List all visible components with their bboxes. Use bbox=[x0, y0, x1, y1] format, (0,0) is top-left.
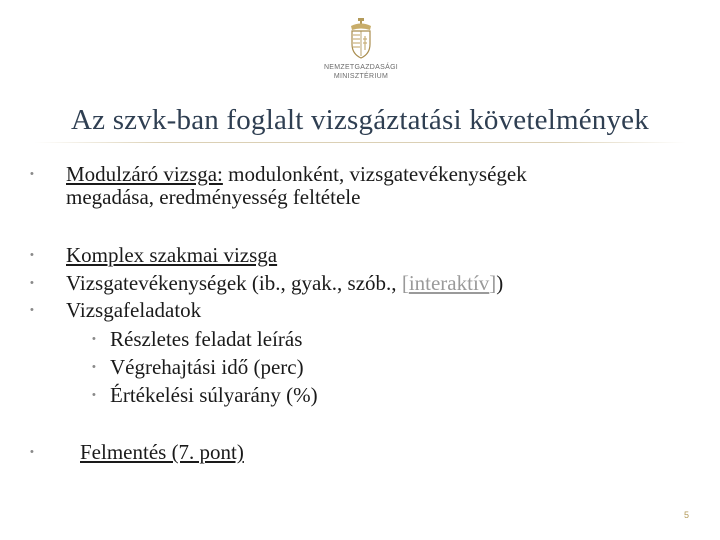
title-divider bbox=[34, 142, 686, 143]
modulzaro-text-2: megadása, eredményesség feltétele bbox=[66, 185, 361, 209]
bracket-close: ] bbox=[489, 271, 497, 295]
coat-of-arms-icon bbox=[347, 18, 375, 60]
sub-item-feladat-leiras: Részletes feladat leírás bbox=[110, 327, 303, 351]
bullet-marker: • bbox=[30, 304, 34, 316]
bullet-marker: • bbox=[30, 249, 34, 261]
vizsgatevekenysegek-line bbox=[66, 270, 503, 296]
sub-item-vegrehajtasi-ido: Végrehajtási idő (perc) bbox=[110, 355, 304, 379]
sub-bullet-marker: • bbox=[92, 333, 96, 345]
modulzaro-text-1: modulonként, vizsgatevékenységek bbox=[222, 162, 527, 186]
page-number: 5 bbox=[684, 510, 690, 520]
bullet-marker: • bbox=[30, 277, 34, 289]
slide-title: Az szvk-ban foglalt vizsgáztatási követelmények bbox=[71, 104, 649, 136]
close-paren: ) bbox=[496, 271, 504, 295]
logo-text-line2: MINISZTÉRIUM bbox=[333, 73, 389, 80]
sub-bullet-marker: • bbox=[92, 361, 96, 373]
sub-item-ertekelesi-sulyarany: Értékelési súlyarány (%) bbox=[110, 383, 318, 407]
vizsgafeladatok-label: Vizsgafeladatok bbox=[66, 298, 202, 322]
logo-text-line1: NEMZETGAZDASÁGI bbox=[323, 64, 399, 71]
bullet-marker: • bbox=[30, 446, 34, 458]
modulzaro-label: Modulzáró vizsga: bbox=[66, 162, 223, 186]
interaktiv-text: interaktív bbox=[408, 271, 490, 295]
sub-bullet-marker: • bbox=[92, 389, 96, 401]
bracket-open: [ bbox=[401, 271, 409, 295]
vizsgatevekenysegek-text: Vizsgatevékenységek (ib., gyak., szób., bbox=[66, 271, 402, 295]
bullet-marker: • bbox=[30, 168, 34, 180]
felmentes-label: Felmentés (7. pont) bbox=[80, 440, 244, 464]
ministry-logo bbox=[320, 18, 402, 84]
komplex-vizsga-label: Komplex szakmai vizsga bbox=[66, 243, 278, 267]
